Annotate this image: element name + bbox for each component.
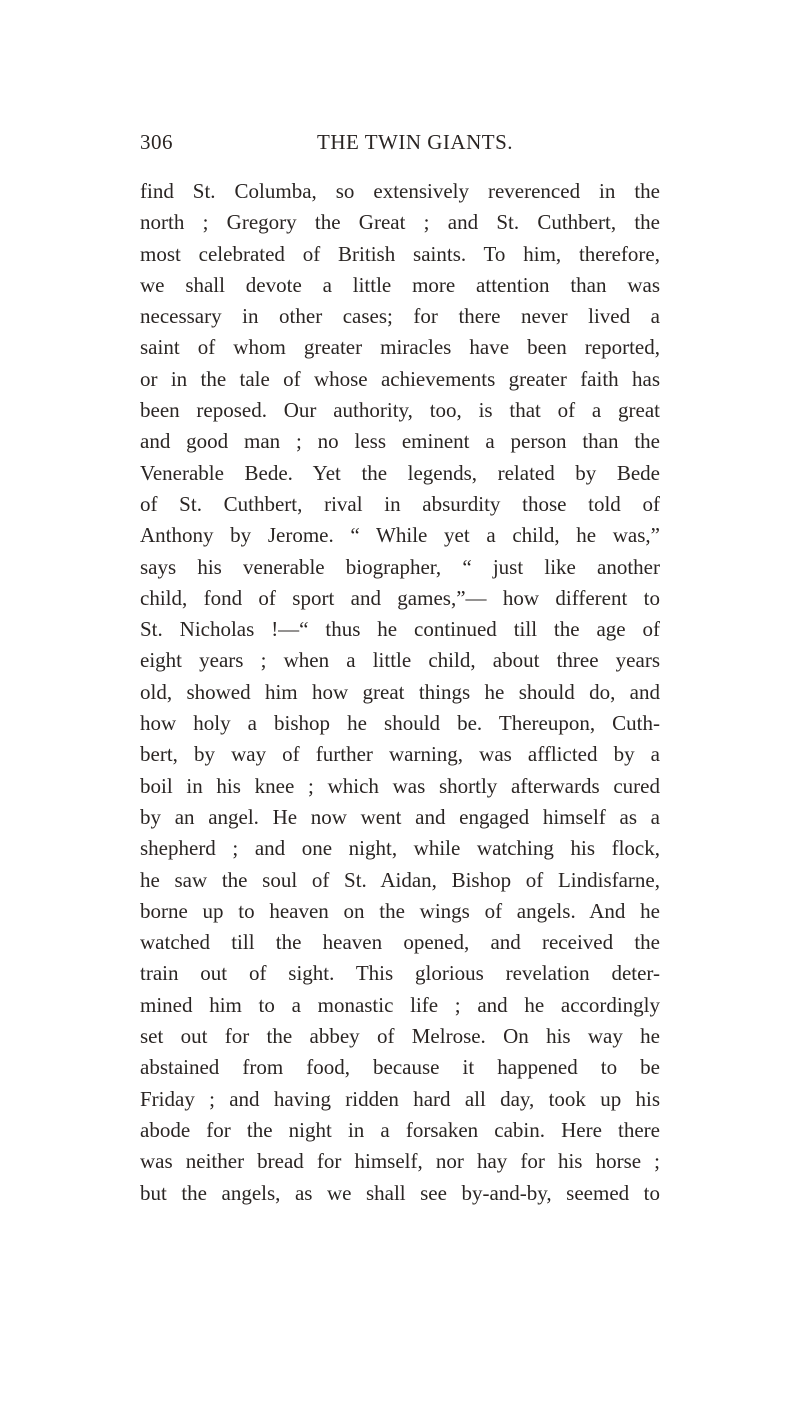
text-line: Anthony by Jerome. “ While yet a child, he was,” xyxy=(140,523,660,548)
text-line: necessary in other cases; for there never lived a xyxy=(140,304,660,329)
text-line: was neither bread for himself, nor hay for his horse ; xyxy=(140,1149,660,1174)
text-line: by an angel. He now went and engaged himself as a xyxy=(140,804,660,829)
text-line: of St. Cuthbert, rival in absurdity those told of xyxy=(140,491,660,516)
text-line: St. Nicholas !—“ thus he continued till the age of xyxy=(140,617,660,642)
text-line: Friday ; and having ridden hard all day, took up his xyxy=(140,1086,660,1111)
text-line: been reposed. Our authority, too, is that of a great xyxy=(140,398,660,423)
text-line: Venerable Bede. Yet the legends, related by Bede xyxy=(140,460,660,485)
text-line: boil in his knee ; which was shortly afterwards cured xyxy=(140,773,660,798)
text-line: says his venerable biographer, “ just like another xyxy=(140,554,660,579)
running-title: THE TWIN GIANTS. xyxy=(317,130,513,154)
text-line: watched till the heaven opened, and received the xyxy=(140,930,660,955)
text-line: and good man ; no less eminent a person than the xyxy=(140,429,660,454)
text-line: most celebrated of British saints. To him, therefore, xyxy=(140,241,660,266)
text-line: borne up to heaven on the wings of angels. And he xyxy=(140,898,660,923)
text-line: saint of whom greater miracles have been reported, xyxy=(140,335,660,360)
page-number: 306 xyxy=(140,130,173,154)
text-line: we shall devote a little more attention than was xyxy=(140,272,660,297)
text-line: find St. Columba, so extensively reverenced in the xyxy=(140,179,660,203)
running-head xyxy=(140,130,660,160)
body-text xyxy=(140,176,660,1209)
text-line: old, showed him how great things he should do, and xyxy=(140,679,660,704)
text-line: but the angels, as we shall see by-and-by, seemed to xyxy=(140,1180,660,1205)
text-line: bert, by way of further warning, was afflicted by a xyxy=(140,742,660,767)
text-line: shepherd ; and one night, while watching his flock, xyxy=(140,836,660,861)
text-line: abode for the night in a forsaken cabin. Here there xyxy=(140,1117,660,1142)
text-line: eight years ; when a little child, about three years xyxy=(140,648,660,673)
text-line: child, fond of sport and games,”— how different to xyxy=(140,585,660,610)
text-line: abstained from food, because it happened to be xyxy=(140,1055,660,1080)
text-line: north ; Gregory the Great ; and St. Cuthbert, the xyxy=(140,210,660,235)
text-line: he saw the soul of St. Aidan, Bishop of Lindisfarne, xyxy=(140,867,660,892)
text-line: train out of sight. This glorious revelation deter- xyxy=(140,961,660,986)
text-line: how holy a bishop he should be. Thereupon, Cuth- xyxy=(140,711,660,736)
text-line: or in the tale of whose achievements greater faith has xyxy=(140,366,660,391)
text-line: set out for the abbey of Melrose. On his way he xyxy=(140,1024,660,1049)
text-line: mined him to a monastic life ; and he accordingly xyxy=(140,992,660,1017)
